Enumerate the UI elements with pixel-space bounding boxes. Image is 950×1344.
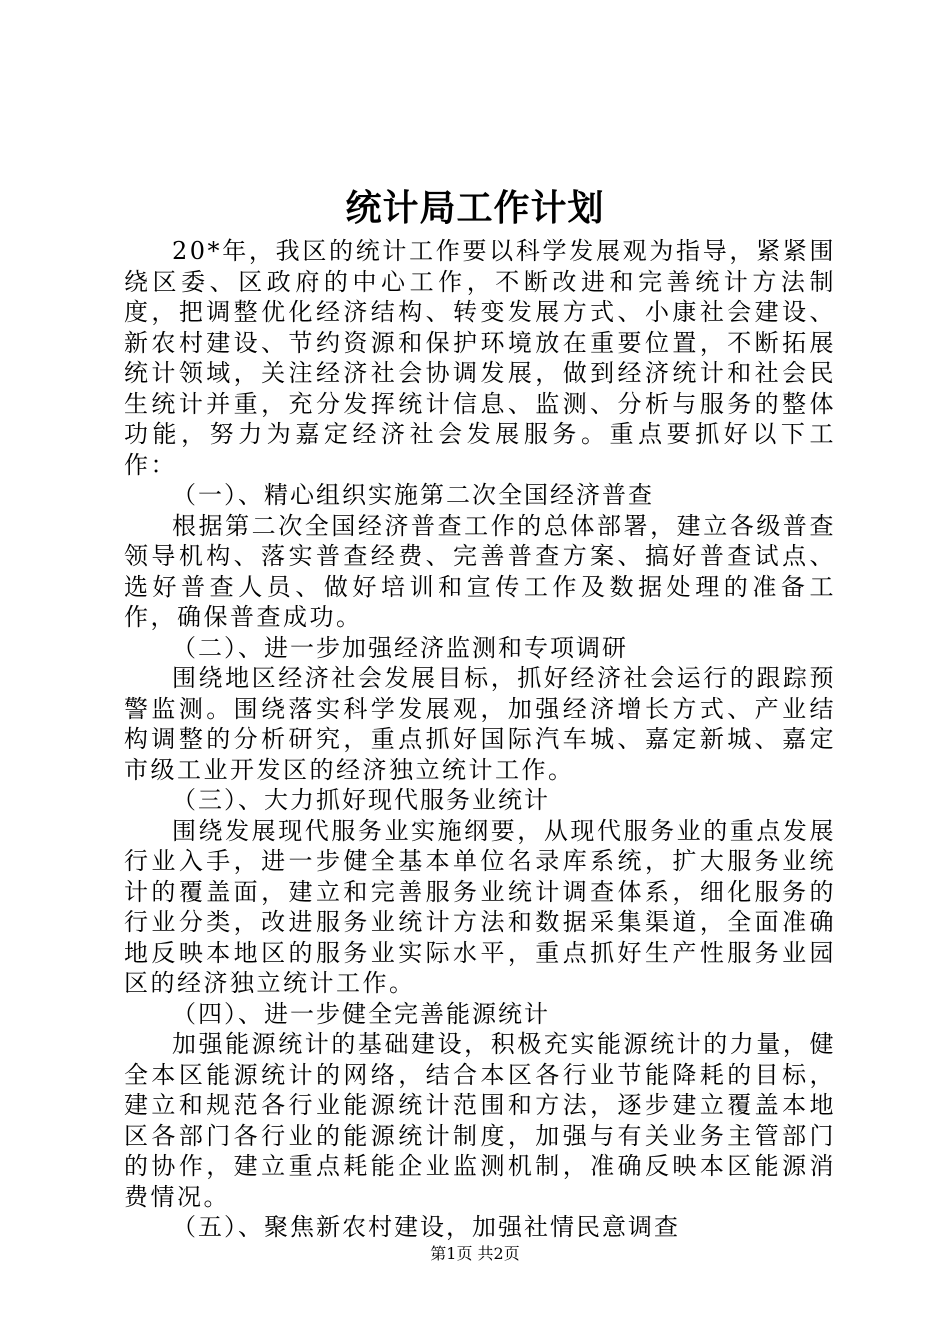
section-3-heading: （三）、大力抓好现代服务业统计	[172, 786, 550, 814]
document-body	[124, 236, 836, 1243]
section-3-paragraph: 围绕发展现代服务业实施纲要，从现代服务业的重点发展行业入手，进一步健全基本单位名录库系统，扩大服务业统计的覆盖面，建立和完善服务业统计调查体系，细化服务的行业分类，改进服务业统计方法和数据采集渠道，全面准确地反映本地区的服务业实际水平，重点抓好生产性服务业园区的经济独立统计工作。	[124, 816, 836, 997]
document-title: 统计局工作计划	[345, 188, 605, 229]
section-4-heading: （四）、进一步健全完善能源统计	[172, 999, 550, 1028]
section-1-paragraph: 根据第二次全国经济普查工作的总体部署，建立各级普查领导机构、落实普查经费、完善普查方案、搞好普查试点、选好普查人员、做好培训和宣传工作及数据处理的准备工作，确保普查成功。	[124, 511, 836, 631]
section-2-heading: （二）、进一步加强经济监测和专项调研	[172, 633, 628, 662]
section-2-paragraph: 围绕地区经济社会发展目标，抓好经济社会运行的跟踪预警监测。围绕落实科学发展观，加强经济增长方式、产业结构调整的分析研究，重点抓好国际汽车城、嘉定新城、嘉定市级工业开发区的经济独立统计工作。	[124, 664, 836, 784]
page-footer: 第1页 共2页	[430, 1244, 520, 1263]
intro-paragraph: 20*年，我区的统计工作要以科学发展观为指导，紧紧围绕区委、区政府的中心工作，不断改进和完善统计方法制度，把调整优化经济结构、转变发展方式、小康社会建设、新农村建设、节约资源和保护环境放在重要位置，不断拓展统计领域，关注经济社会协调发展，做到经济统计和社会民生统计并重，充分发挥统计信息、监测、分析与服务的整体功能，努力为嘉定经济社会发展服务。重点要抓好以下工作：	[124, 237, 836, 479]
section-5-heading: （五）、聚焦新农村建设，加强社情民意调查	[172, 1213, 680, 1241]
section-4-paragraph: 加强能源统计的基础建设，积极充实能源统计的力量，健全本区能源统计的网络，结合本区各行业节能降耗的目标，建立和规范各行业能源统计范围和方法，逐步建立覆盖本地区各部门各行业的能源统计制度，加强与有关业务主管部门的协作，建立重点耗能企业监测机制，准确反映本区能源消费情况。	[124, 1030, 836, 1211]
section-1-heading: （一）、精心组织实施第二次全国经济普查	[172, 481, 654, 509]
